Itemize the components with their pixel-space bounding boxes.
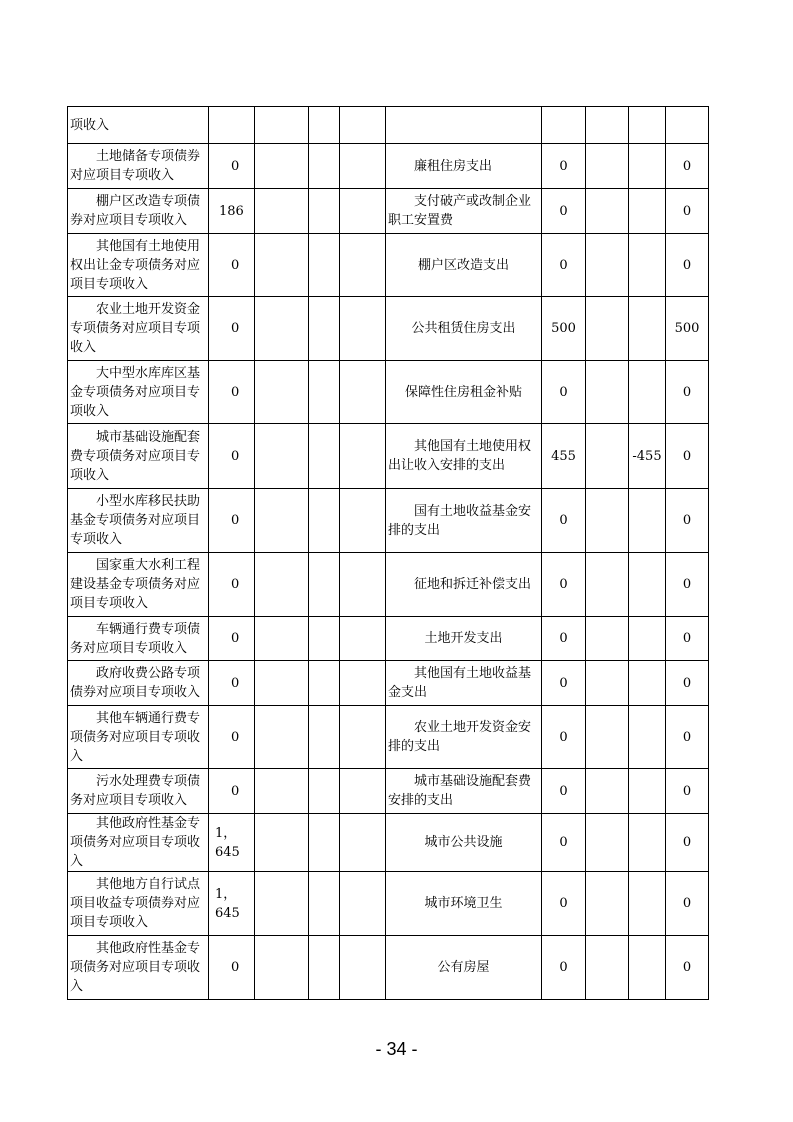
empty-cell: [309, 234, 340, 297]
empty-cell: [255, 107, 309, 144]
table-row: [68, 617, 709, 661]
empty-cell: [309, 769, 340, 814]
adjustment-value: [629, 814, 666, 872]
income-item-text: 大中型水库库区基金专项债务对应项目专项收入: [70, 365, 201, 419]
empty-cell: [340, 872, 386, 936]
income-item-label: [68, 617, 209, 661]
expense-item-label: [386, 769, 542, 814]
table-row: [68, 424, 709, 489]
income-item-text: 国家重大水利工程建设基金专项债务对应项目专项收入: [70, 558, 201, 611]
expense-item-label: [386, 144, 542, 189]
income-item-text: 其他政府性基金专项债务对应项目专项收入: [70, 941, 201, 994]
empty-cell: [309, 189, 340, 234]
final-value: 0: [666, 189, 709, 234]
expense-value: 0: [542, 234, 586, 297]
empty-cell: [309, 553, 340, 617]
table-row: [68, 234, 709, 297]
expense-item-label: [386, 361, 542, 424]
empty-cell: [340, 424, 386, 489]
final-value: 0: [666, 424, 709, 489]
adjustment-value: -455: [629, 424, 666, 489]
expense-item-text: 土地开发支出: [424, 631, 503, 646]
expense-item-text: 征地和拆迁补偿支出: [414, 577, 532, 592]
table-row: [68, 144, 709, 189]
empty-cell: [255, 872, 309, 936]
empty-cell: [255, 814, 309, 872]
table-row: [68, 872, 709, 936]
empty-cell: [309, 661, 340, 706]
adjustment-value: [629, 617, 666, 661]
final-value: 500: [666, 297, 709, 361]
empty-cell: [586, 661, 629, 706]
expense-value: 0: [542, 617, 586, 661]
expense-item-text: 其他国有土地使用权出让收入安排的支出: [388, 439, 532, 473]
empty-cell: [309, 706, 340, 769]
expense-item-text: 国有土地收益基金安排的支出: [388, 503, 532, 538]
income-item-label: [68, 144, 209, 189]
expense-value: 0: [542, 661, 586, 706]
expense-value: 0: [542, 706, 586, 769]
income-item-label: [68, 872, 209, 936]
adjustment-value: [629, 872, 666, 936]
budget-table: [67, 106, 709, 1000]
final-value: 0: [666, 872, 709, 936]
final-value: 0: [666, 936, 709, 1000]
expense-item-text: 廉租住房支出: [414, 158, 493, 174]
empty-cell: [309, 424, 340, 489]
empty-cell: [340, 706, 386, 769]
empty-cell: [586, 769, 629, 814]
income-value: 0: [209, 144, 255, 189]
income-item-label: [68, 553, 209, 617]
table-row: [68, 297, 709, 361]
empty-cell: [586, 489, 629, 553]
expense-item-label: [386, 661, 542, 706]
income-value: 1，645: [209, 814, 255, 872]
final-value: 0: [666, 706, 709, 769]
final-value: 0: [666, 617, 709, 661]
empty-cell: [340, 107, 386, 144]
final-value: 0: [666, 814, 709, 872]
adjustment-value: [629, 234, 666, 297]
adjustment-value: [629, 297, 666, 361]
empty-cell: [586, 617, 629, 661]
expense-item-label: [386, 617, 542, 661]
table-row: [68, 814, 709, 872]
expense-item-text: 公共租赁住房支出: [411, 321, 516, 336]
expense-item-text: 农业土地开发资金安排的支出: [388, 720, 532, 754]
empty-cell: [340, 617, 386, 661]
final-value: 0: [666, 553, 709, 617]
expense-value: 0: [542, 489, 586, 553]
expense-value: 0: [542, 553, 586, 617]
table-row: [68, 936, 709, 1000]
income-value: 0: [209, 661, 255, 706]
adjustment-value: [629, 361, 666, 424]
income-item-text: 其他政府性基金专项债务对应项目专项收入: [70, 816, 201, 869]
empty-cell: [309, 814, 340, 872]
expense-item-label: [386, 297, 542, 361]
expense-item-text: 公有房屋: [437, 960, 490, 975]
final-value: 0: [666, 661, 709, 706]
empty-cell: [255, 617, 309, 661]
empty-cell: [309, 936, 340, 1000]
income-item-text: 土地储备专项债券对应项目专项收入: [70, 149, 201, 183]
empty-cell: [309, 107, 340, 144]
income-item-label: [68, 814, 209, 872]
income-value: 0: [209, 936, 255, 1000]
expense-value: 0: [542, 361, 586, 424]
adjustment-value: [629, 769, 666, 814]
expense-value: 500: [542, 297, 586, 361]
expense-item-label: [386, 553, 542, 617]
expense-item-text: 棚户区改造支出: [417, 257, 509, 273]
page-number: - 34 -: [375, 1039, 418, 1059]
empty-cell: [586, 553, 629, 617]
adjustment-value: [629, 189, 666, 234]
empty-cell: [255, 706, 309, 769]
income-value: 0: [209, 553, 255, 617]
empty-cell: [255, 297, 309, 361]
empty-cell: [586, 706, 629, 769]
table-row: [68, 361, 709, 424]
empty-cell: [255, 144, 309, 189]
income-value: 0: [209, 234, 255, 297]
income-item-label: [68, 661, 209, 706]
final-value: 0: [666, 489, 709, 553]
expense-item-label: [386, 107, 542, 144]
income-item-text: 其他车辆通行费专项债务对应项目专项收入: [70, 710, 201, 764]
expense-value: 0: [542, 936, 586, 1000]
income-item-label: [68, 706, 209, 769]
expense-value: 0: [542, 872, 586, 936]
income-item-text: 政府收费公路专项债券对应项目专项收入: [70, 666, 201, 700]
empty-cell: [255, 424, 309, 489]
expense-value: 455: [542, 424, 586, 489]
income-value: 0: [209, 361, 255, 424]
final-value: 0: [666, 361, 709, 424]
income-item-label: [68, 189, 209, 234]
expense-item-text: 支付破产或改制企业职工安置费: [388, 194, 532, 228]
expense-value: 0: [542, 189, 586, 234]
expense-item-text: 其他国有土地收益基金支出: [388, 666, 532, 700]
income-item-label: [68, 424, 209, 489]
table-row: [68, 489, 709, 553]
expense-item-label: [386, 936, 542, 1000]
empty-cell: [586, 424, 629, 489]
income-item-text: 项收入: [70, 117, 110, 133]
empty-cell: [340, 189, 386, 234]
empty-cell: [255, 361, 309, 424]
expense-item-label: [386, 424, 542, 489]
income-item-text: 其他国有土地使用权出让金专项债务对应项目专项收入: [70, 238, 201, 292]
empty-cell: [340, 553, 386, 617]
empty-cell: [309, 361, 340, 424]
income-item-label: [68, 107, 209, 144]
income-item-label: [68, 936, 209, 1000]
adjustment-value: [629, 936, 666, 1000]
income-item-text: 农业土地开发资金专项债务对应项目专项收入: [70, 302, 201, 355]
empty-cell: [255, 489, 309, 553]
income-value: 0: [209, 769, 255, 814]
empty-cell: [309, 617, 340, 661]
empty-cell: [309, 872, 340, 936]
empty-cell: [340, 936, 386, 1000]
empty-cell: [340, 144, 386, 189]
income-value: 0: [209, 297, 255, 361]
empty-cell: [255, 936, 309, 1000]
expense-item-text: 保障性住房租金补贴: [404, 384, 522, 400]
adjustment-value: [629, 706, 666, 769]
income-value: 1，645: [209, 872, 255, 936]
income-item-label: [68, 361, 209, 424]
empty-cell: [309, 144, 340, 189]
empty-cell: [586, 872, 629, 936]
expense-item-label: [386, 706, 542, 769]
table-row: [68, 107, 709, 144]
empty-cell: [586, 297, 629, 361]
empty-cell: [255, 234, 309, 297]
empty-cell: [586, 234, 629, 297]
income-item-text: 车辆通行费专项债务对应项目专项收入: [70, 621, 201, 656]
expense-value: 0: [542, 814, 586, 872]
empty-cell: [586, 144, 629, 189]
empty-cell: [340, 661, 386, 706]
income-item-label: [68, 234, 209, 297]
income-item-text: 小型水库移民扶助基金专项债务对应项目专项收入: [70, 494, 201, 547]
expense-item-text: 城市公共设施: [424, 835, 503, 850]
empty-cell: [309, 297, 340, 361]
expense-item-label: [386, 234, 542, 297]
income-value: 186: [209, 189, 255, 234]
empty-cell: [340, 297, 386, 361]
expense-item-label: [386, 189, 542, 234]
income-item-text: 城市基础设施配套费专项债务对应项目专项收入: [70, 429, 201, 483]
empty-cell: [255, 769, 309, 814]
expense-value: [542, 107, 586, 144]
empty-cell: [586, 107, 629, 144]
income-item-label: [68, 489, 209, 553]
empty-cell: [340, 234, 386, 297]
expense-item-text: 城市基础设施配套费安排的支出: [388, 774, 532, 808]
expense-item-label: [386, 872, 542, 936]
empty-cell: [586, 814, 629, 872]
empty-cell: [255, 661, 309, 706]
empty-cell: [586, 936, 629, 1000]
income-item-text: 污水处理费专项债务对应项目专项收入: [70, 774, 201, 808]
table-row: [68, 706, 709, 769]
final-value: 0: [666, 234, 709, 297]
expense-item-label: [386, 814, 542, 872]
adjustment-value: [629, 553, 666, 617]
adjustment-value: [629, 107, 666, 144]
income-item-text: 其他地方自行试点项目收益专项债券对应项目专项收入: [70, 877, 201, 930]
empty-cell: [340, 489, 386, 553]
income-item-label: [68, 297, 209, 361]
table-row: [68, 661, 709, 706]
empty-cell: [586, 189, 629, 234]
final-value: [666, 107, 709, 144]
adjustment-value: [629, 489, 666, 553]
table-row: [68, 189, 709, 234]
income-value: 0: [209, 617, 255, 661]
expense-value: 0: [542, 769, 586, 814]
adjustment-value: [629, 661, 666, 706]
empty-cell: [586, 361, 629, 424]
expense-item-label: [386, 489, 542, 553]
table-row: [68, 769, 709, 814]
final-value: 0: [666, 769, 709, 814]
income-value: 0: [209, 706, 255, 769]
empty-cell: [309, 489, 340, 553]
income-value: 0: [209, 424, 255, 489]
final-value: 0: [666, 144, 709, 189]
income-value: [209, 107, 255, 144]
empty-cell: [340, 814, 386, 872]
income-item-label: [68, 769, 209, 814]
expense-value: 0: [542, 144, 586, 189]
empty-cell: [255, 189, 309, 234]
empty-cell: [340, 361, 386, 424]
empty-cell: [255, 553, 309, 617]
table-row: [68, 553, 709, 617]
adjustment-value: [629, 144, 666, 189]
income-value: 0: [209, 489, 255, 553]
expense-item-text: 城市环境卫生: [424, 896, 503, 911]
income-item-text: 棚户区改造专项债券对应项目专项收入: [70, 194, 201, 228]
empty-cell: [340, 769, 386, 814]
